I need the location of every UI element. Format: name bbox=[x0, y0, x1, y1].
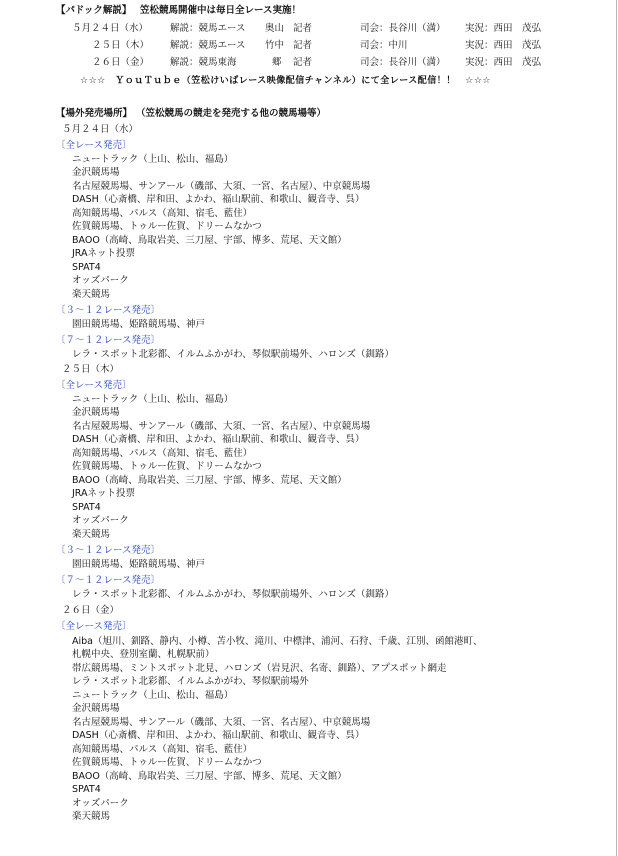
paddock-reporter: 郷 bbox=[272, 57, 282, 68]
venue-item: 園田競馬場、姫路競馬場、神戸 bbox=[72, 319, 206, 330]
venue-item: BAOO（高崎、鳥取岩美、三刀屋、宇部、博多、荒尾、天文館） bbox=[72, 771, 347, 782]
venue-item: BAOO（高崎、鳥取岩美、三刀屋、宇部、博多、荒尾、天文館） bbox=[72, 235, 347, 246]
paddock-shikai: 司会：長谷川（満） bbox=[360, 57, 446, 68]
group-heading: 〔全レース発売〕 bbox=[56, 140, 132, 151]
venue-item: Aiba（旭川、釧路、静内、小樽、苫小牧、滝川、中標津、浦河、石狩、千歳、江別、函館港町、 bbox=[72, 636, 483, 647]
venue-item: 園田競馬場、姫路競馬場、神戸 bbox=[72, 559, 206, 570]
paddock-kisha: 記者 bbox=[293, 23, 313, 34]
paddock-reporter: 奥山 bbox=[265, 23, 285, 34]
group-heading: 〔全レース発売〕 bbox=[56, 380, 132, 391]
paddock-date: ２５日（木） bbox=[92, 40, 150, 51]
paddock-kaisetsu: 解説：競馬エース bbox=[170, 40, 246, 51]
venue-item: 楽天競馬 bbox=[72, 529, 111, 540]
venue-item: 金沢競馬場 bbox=[72, 167, 120, 178]
paddock-shikai: 司会：中川 bbox=[360, 40, 408, 51]
venue-item: 名古屋競馬場、サンアール（磯部、大須、一宮、名古屋）、中京競馬場 bbox=[72, 181, 371, 192]
venue-item: JRAネット投票 bbox=[72, 488, 136, 499]
venue-item: DASH（心斎橋、岸和田、よかわ、福山駅前、和歌山、観音寺、呉） bbox=[72, 434, 365, 445]
venue-item: オッズパーク bbox=[72, 515, 129, 526]
venue-item: BAOO（高崎、鳥取岩美、三刀屋、宇部、博多、荒尾、天文館） bbox=[72, 475, 347, 486]
venue-item: 高知競馬場、パルス（高知、宿毛、藍住） bbox=[72, 208, 253, 219]
venue-item: レラ・スポット北彩都、イルムふかがわ、琴似駅前場外、ハロンズ（釧路） bbox=[72, 349, 394, 360]
day-date: ５月２４日（水） bbox=[62, 124, 139, 135]
venue-item: 名古屋競馬場、サンアール（磯部、大須、一宮、名古屋）、中京競馬場 bbox=[72, 421, 371, 432]
venue-item: 名古屋競馬場、サンアール（磯部、大須、一宮、名古屋）、中京競馬場 bbox=[72, 717, 371, 728]
venue-item: オッズパーク bbox=[72, 275, 129, 286]
venue-item: DASH（心斎橋、岸和田、よかわ、福山駅前、和歌山、観音寺、呉） bbox=[72, 730, 365, 741]
paddock-shikai: 司会：長谷川（満） bbox=[360, 23, 446, 34]
paddock-reporter: 竹中 bbox=[265, 40, 285, 51]
venue-item: SPAT4 bbox=[72, 262, 101, 273]
venue-item: 楽天競馬 bbox=[72, 289, 111, 300]
paddock-kaisetsu: 解説：競馬エース bbox=[170, 23, 246, 34]
offsite-title: 【場外発売場所】 bbox=[56, 108, 133, 119]
paddock-kisha: 記者 bbox=[293, 40, 313, 51]
venue-item: 佐賀競馬場、トゥルー佐賀、ドリームなかつ bbox=[72, 757, 262, 768]
venue-item: ニュートラック（上山、松山、福島） bbox=[72, 154, 234, 165]
venue-item: 高知競馬場、パルス（高知、宿毛、藍住） bbox=[72, 448, 253, 459]
group-heading: 〔全レース発売〕 bbox=[56, 621, 132, 632]
venue-item: 金沢競馬場 bbox=[72, 407, 120, 418]
paddock-note: 笠松競馬開催中は毎日全レース実施！ bbox=[140, 5, 302, 16]
group-heading: 〔７～１２レース発売〕 bbox=[56, 575, 161, 586]
venue-item: レラ・スポット北彩都、イルムふかがわ、琴似駅前場外、ハロンズ（釧路） bbox=[72, 589, 394, 600]
day-date: ２５日（木） bbox=[62, 364, 120, 375]
group-heading: 〔７～１２レース発売〕 bbox=[56, 335, 161, 346]
group-heading: 〔３～１２レース発売〕 bbox=[56, 305, 161, 316]
paddock-title: 【パドック解説】 bbox=[56, 5, 132, 16]
paddock-jikkyo: 実況：西田 茂弘 bbox=[465, 23, 542, 34]
venue-item: 帯広競馬場、ミントスポット北見、ハロンズ（岩見沢、名寄、釧路）、アプスポット網走 bbox=[72, 663, 447, 674]
venue-item: ニュートラック（上山、松山、福島） bbox=[72, 394, 234, 405]
group-heading: 〔３～１２レース発売〕 bbox=[56, 545, 161, 556]
venue-item: 楽天競馬 bbox=[72, 811, 111, 822]
paddock-date: ２６日（金） bbox=[92, 57, 150, 68]
venue-item: 札幌中央、登別室蘭、札幌駅前） bbox=[72, 649, 215, 660]
venue-item: SPAT4 bbox=[72, 502, 101, 513]
paddock-jikkyo: 実況：西田 茂弘 bbox=[465, 40, 542, 51]
youtube-notice: ☆☆☆ ＹｏｕＴｕｂｅ（笠松けいばレース映像配信チャンネル）にて全レース配信！！ ☆☆☆ bbox=[80, 76, 491, 86]
venue-item: レラ・スポット北彩都、イルムふかがわ、琴似駅前場外 bbox=[72, 676, 309, 687]
venue-item: オッズパーク bbox=[72, 798, 129, 809]
venue-item: ニュートラック（上山、松山、福島） bbox=[72, 690, 234, 701]
paddock-jikkyo: 実況：西田 茂弘 bbox=[465, 57, 542, 68]
venue-item: JRAネット投票 bbox=[72, 248, 136, 259]
paddock-kisha: 記者 bbox=[293, 57, 313, 68]
venue-item: 佐賀競馬場、トゥルー佐賀、ドリームなかつ bbox=[72, 461, 262, 472]
paddock-date: ５月２４日（水） bbox=[72, 23, 149, 34]
venue-item: 佐賀競馬場、トゥルー佐賀、ドリームなかつ bbox=[72, 221, 262, 232]
venue-item: DASH（心斎橋、岸和田、よかわ、福山駅前、和歌山、観音寺、呉） bbox=[72, 194, 365, 205]
paddock-kaisetsu: 解説：競馬東海 bbox=[170, 57, 237, 68]
day-date: ２６日（金） bbox=[62, 605, 120, 616]
offsite-note: （笠松競馬の競走を発売する他の競馬場等） bbox=[136, 108, 327, 119]
venue-item: 高知競馬場、パルス（高知、宿毛、藍住） bbox=[72, 744, 253, 755]
venue-item: SPAT4 bbox=[72, 784, 101, 795]
venue-item: 金沢競馬場 bbox=[72, 703, 120, 714]
